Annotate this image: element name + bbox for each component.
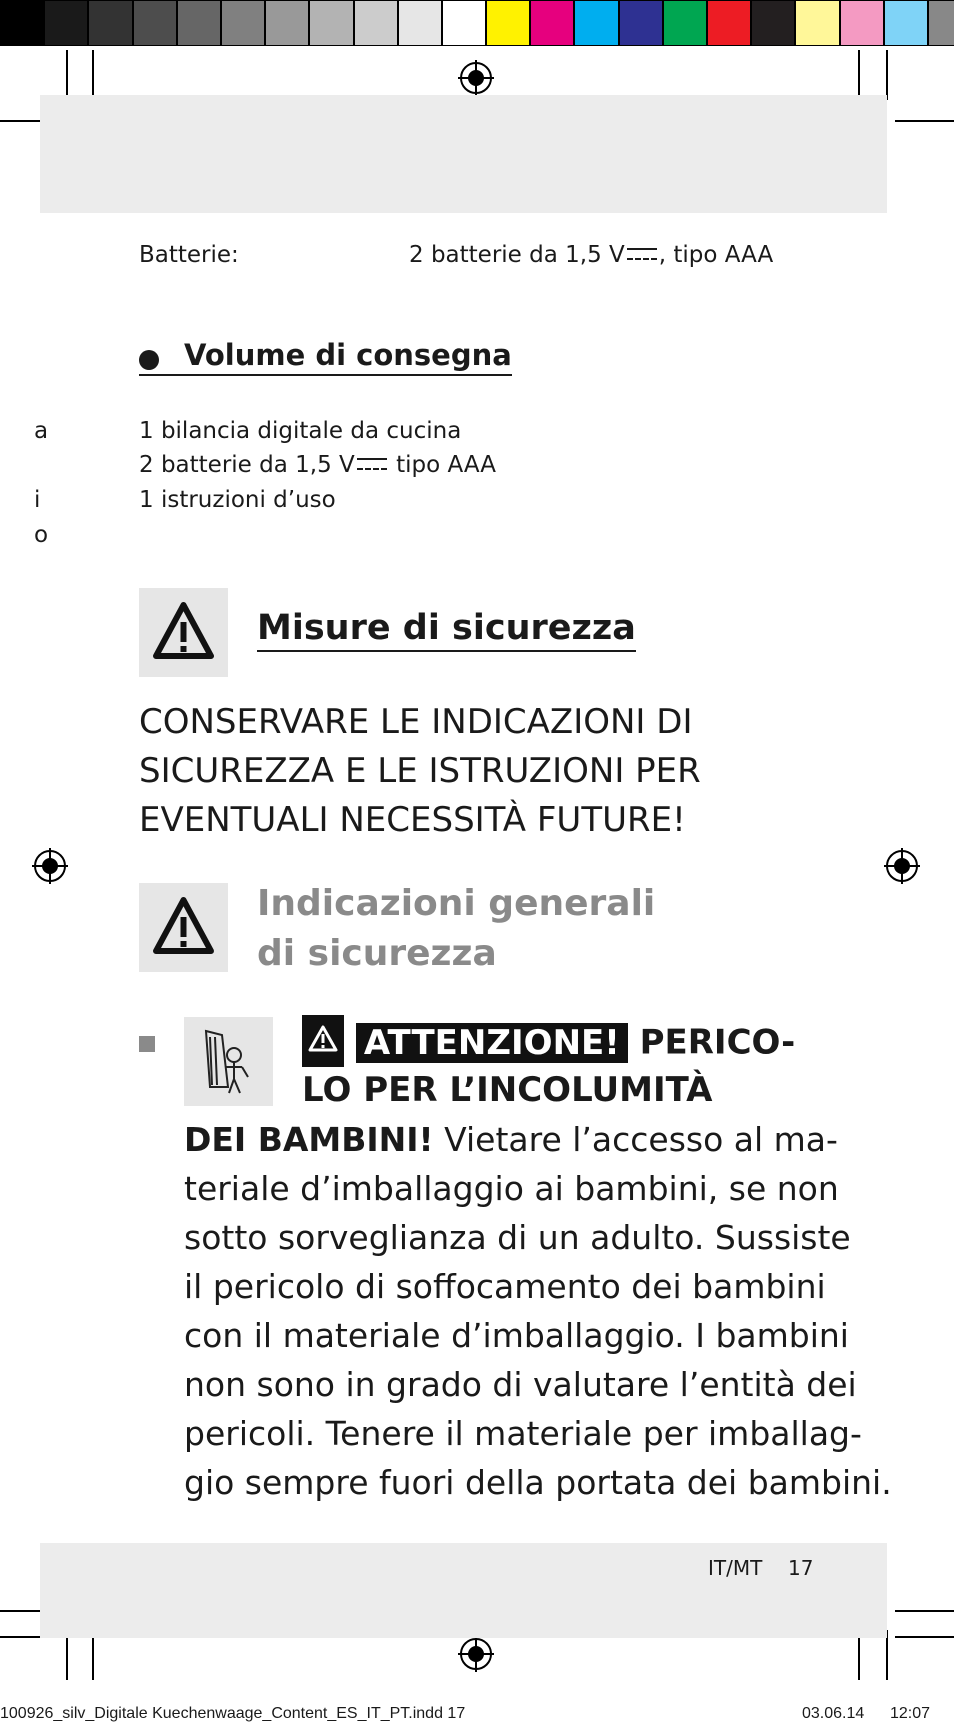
safety-heading: Misure di sicurezza (257, 608, 636, 652)
warning-triangle-icon (139, 883, 228, 972)
margin-fragment: o (34, 522, 49, 548)
margin-fragment: a (34, 418, 49, 444)
process-color-swatch (751, 0, 795, 46)
page-locale: IT/MT (708, 1556, 763, 1580)
warning-triangle-icon (139, 588, 228, 677)
warning-body-line: pericoli. Tenere il materiale per imballag- (184, 1414, 862, 1453)
warning-body-line: non sono in grado di valutare l’entità dei (184, 1365, 857, 1404)
gray-swatch (265, 0, 309, 46)
warning-body-line: sotto sorveglianza di un adulto. Sussiste (184, 1218, 851, 1257)
crop-mark (886, 50, 888, 100)
process-color-swatch (530, 0, 574, 46)
gray-swatch (398, 0, 442, 46)
crop-mark (895, 120, 954, 122)
child-packaging-hazard-icon (184, 1017, 273, 1106)
process-color-swatch (574, 0, 618, 46)
specs-label: Batterie: (139, 242, 239, 268)
delivery-item: 1 istruzioni d’uso (139, 487, 336, 513)
gray-swatch (442, 0, 486, 46)
file-slug: 100926_silv_Digitale Kuechenwaage_Content_ES_IT_PT.indd 17 (0, 1705, 466, 1722)
print-date: 03.06.14 (802, 1705, 865, 1722)
warning-body-line: con il materiale d’imballaggio. I bambini (184, 1316, 849, 1355)
crop-mark (66, 50, 68, 100)
gray-swatch (44, 0, 88, 46)
attention-badge: ATTENZIONE! (356, 1023, 628, 1063)
gray-swatch (309, 0, 353, 46)
registration-mark-icon (458, 1636, 494, 1672)
gray-swatch (354, 0, 398, 46)
gray-swatch (221, 0, 265, 46)
general-heading-line: di sicurezza (257, 933, 497, 974)
crop-mark (92, 50, 94, 100)
warning-body-line: gio sempre fuori della portata dei bambini. (184, 1463, 892, 1502)
warning-triangle-icon (302, 1015, 344, 1067)
margin-fragment: i (34, 487, 41, 513)
registration-mark-icon (32, 848, 68, 884)
warning-body-line: teriale d’imballaggio ai bambini, se non (184, 1169, 839, 1208)
delivery-item: 1 bilancia digitale da cucina (139, 418, 462, 444)
process-color-swatch (795, 0, 839, 46)
delivery-heading: Volume di consegna (139, 338, 512, 376)
safety-notice-line: SICUREZZA E LE ISTRUZIONI PER (139, 751, 701, 791)
registration-mark-icon (884, 848, 920, 884)
gray-swatch (133, 0, 177, 46)
gray-swatch (88, 0, 132, 46)
page-number: 17 (788, 1556, 814, 1580)
process-color-swatch (707, 0, 751, 46)
process-color-swatch (486, 0, 530, 46)
process-color-swatch (928, 0, 954, 46)
warning-body-line: il pericolo di soffocamento dei bambini (184, 1267, 826, 1306)
gray-swatch (177, 0, 221, 46)
safety-notice-line: CONSERVARE LE INDICAZIONI DI (139, 702, 693, 742)
process-color-swatch (619, 0, 663, 46)
general-heading-line: Indicazioni generali (257, 883, 656, 924)
printer-color-bar (0, 0, 954, 46)
list-square-bullet-icon (139, 1036, 155, 1052)
header-band (40, 95, 887, 213)
safety-notice-line: EVENTUALI NECESSITÀ FUTURE! (139, 800, 686, 840)
process-color-swatch (663, 0, 707, 46)
dc-symbol-icon (627, 248, 657, 260)
warning-heading-line2: LO PER L’INCOLUMITÀ (302, 1070, 713, 1110)
gray-swatch (0, 0, 44, 46)
print-time: 12:07 (890, 1705, 931, 1722)
specs-value: 2 batterie da 1,5 V , tipo AAA (409, 242, 774, 268)
process-color-swatch (840, 0, 884, 46)
warning-body-line: DEI BAMBINI! Vietare l’accesso al ma- (184, 1120, 838, 1159)
crop-mark (895, 1610, 954, 1612)
process-color-swatch (884, 0, 928, 46)
crop-mark (895, 1636, 954, 1638)
warning-heading-line1: ATTENZIONE! PERICO- (302, 1018, 795, 1070)
registration-mark-icon (458, 60, 494, 96)
crop-mark (858, 50, 860, 100)
dc-symbol-icon (357, 458, 387, 470)
delivery-item: 2 batterie da 1,5 V tipo AAA (139, 452, 496, 478)
